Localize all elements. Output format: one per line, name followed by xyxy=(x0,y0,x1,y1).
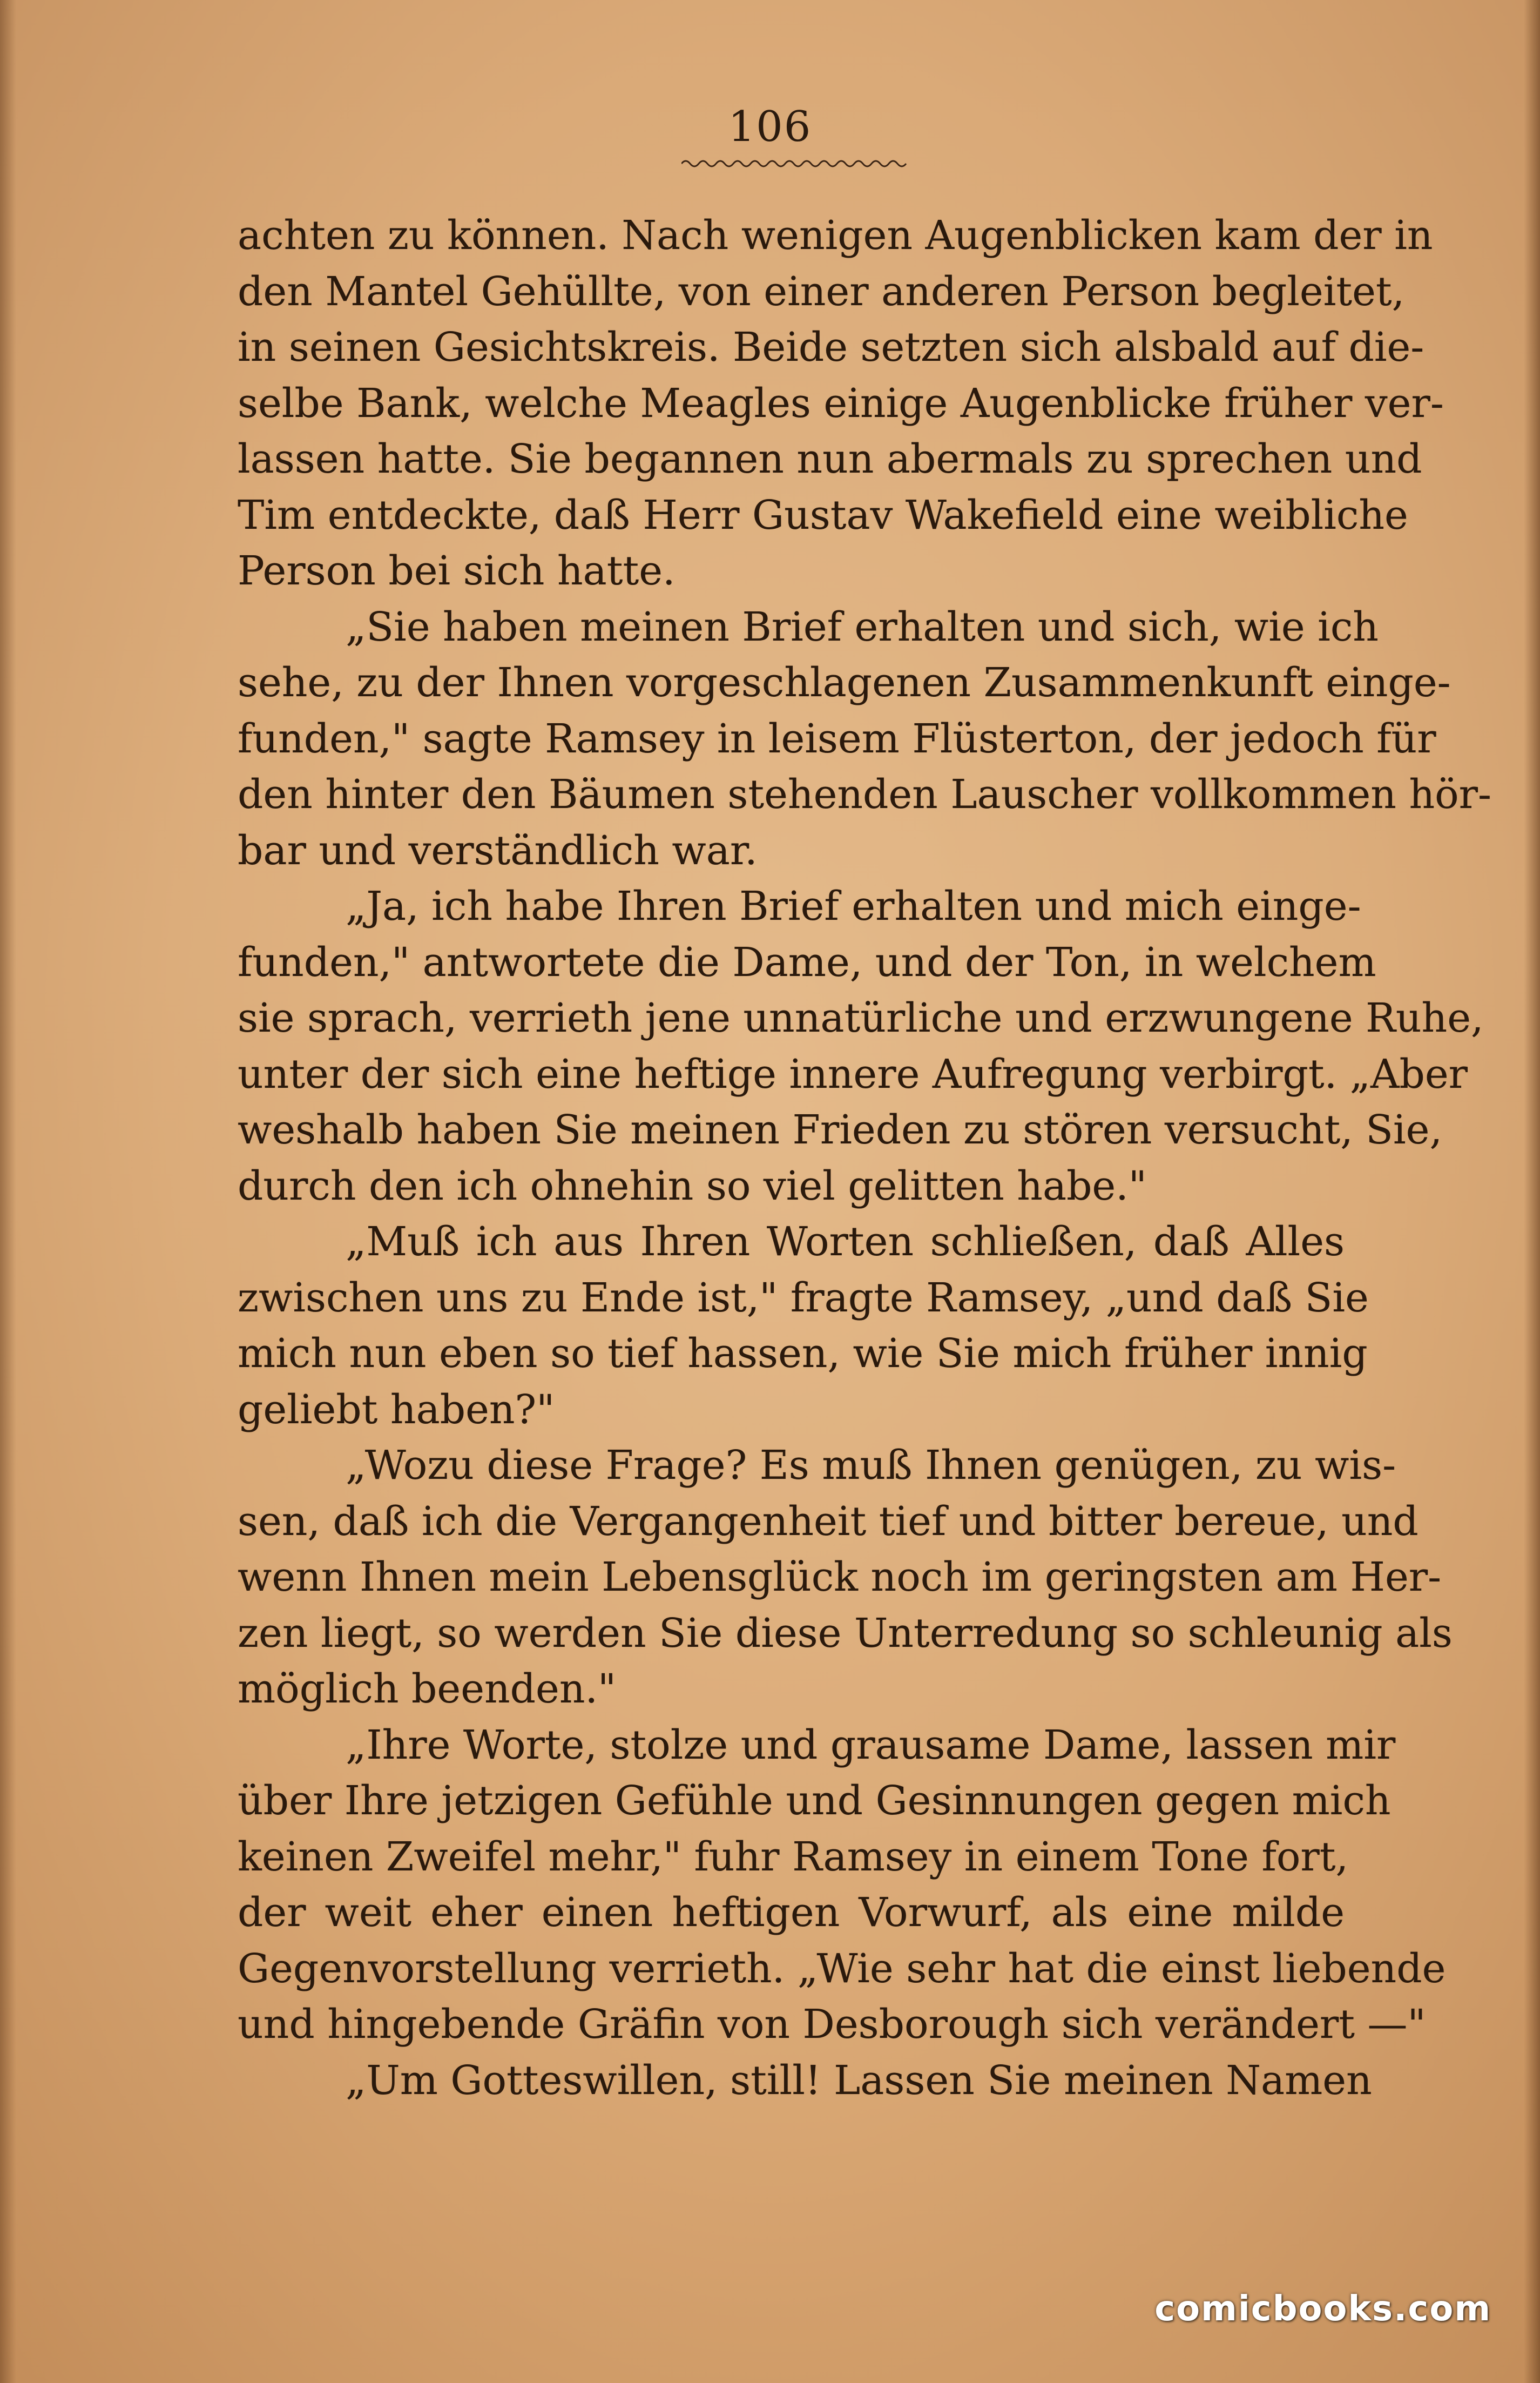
text-line: Tim entdeckte, daß Herr Gustav Wakefield eine weibliche xyxy=(238,492,1408,538)
text-line: keinen Zweifel mehr," fuhr Ramsey in einem Tone fort, xyxy=(238,1833,1349,1880)
text-line: weshalb haben Sie meinen Frieden zu stören versucht, Sie, xyxy=(238,1107,1442,1153)
text-line: geliebt haben?" xyxy=(238,1386,555,1433)
text-line: mich nun eben so tief hassen, wie Sie mich früher innig xyxy=(238,1330,1368,1377)
text-line: zwischen uns zu Ende ist," fragte Ramsey, „und daß Sie xyxy=(238,1274,1369,1321)
text-line: in seinen Gesichtskreis. Beide setzten sich alsbald auf die- xyxy=(238,324,1424,371)
page-number: 106 xyxy=(728,103,812,151)
ornament-divider xyxy=(681,156,908,172)
text-line: „Wozu diese Frage? Es muß Ihnen genügen, zu wis- xyxy=(346,1442,1396,1489)
text-line: achten zu können. Nach wenigen Augenblicken kam der in xyxy=(238,212,1433,259)
text-line: Gegenvorstellung verrieth. „Wie sehr hat die einst liebende xyxy=(238,1945,1446,1992)
text-line: bar und verständlich war. xyxy=(238,827,758,874)
text-line: lassen hatte. Sie begannen nun abermals zu sprechen und xyxy=(238,436,1422,482)
text-line: und hingebende Gräfin von Desborough sich verändert —" xyxy=(238,2001,1426,2048)
text-line: zen liegt, so werden Sie diese Unterredung so schleunig als xyxy=(238,1610,1453,1657)
text-line: funden," antwortete die Dame, und der Ton, in welchem xyxy=(238,939,1376,986)
text-line: möglich beenden." xyxy=(238,1666,617,1712)
text-line: wenn Ihnen mein Lebensglück noch im geringsten am Her- xyxy=(238,1554,1442,1600)
text-line: Person bei sich hatte. xyxy=(238,548,676,594)
watermark: comicbooks.com xyxy=(1154,2289,1491,2329)
text-line: „Um Gotteswillen, still! Lassen Sie meinen Namen xyxy=(346,2057,1372,2104)
text-line: „Ihre Worte, stolze und grausame Dame, lassen mir xyxy=(346,1721,1396,1768)
text-line: der weit eher einen heftigen Vorwurf, als eine milde xyxy=(238,1889,1345,1936)
text-line: durch den ich ohnehin so viel gelitten habe." xyxy=(238,1162,1147,1209)
body-text xyxy=(238,208,1492,2109)
text-line: „Ja, ich habe Ihren Brief erhalten und mich einge- xyxy=(346,883,1361,930)
text-line: den Mantel Gehüllte, von einer anderen Person begleitet, xyxy=(238,268,1405,315)
page-edge-right xyxy=(1524,0,1540,2383)
text-line: sehe, zu der Ihnen vorgeschlagenen Zusammenkunft einge- xyxy=(238,659,1451,706)
text-line: unter der sich eine heftige innere Aufregung verbirgt. „Aber xyxy=(238,1051,1468,1098)
text-line: sen, daß ich die Vergangenheit tief und bitter bereue, und xyxy=(238,1498,1419,1545)
page-edge-left xyxy=(0,0,16,2383)
text-line: funden," sagte Ramsey in leisem Flüsterton, der jedoch für xyxy=(238,715,1436,762)
text-line: über Ihre jetzigen Gefühle und Gesinnungen gegen mich xyxy=(238,1778,1391,1824)
text-line: „Sie haben meinen Brief erhalten und sich, wie ich xyxy=(346,603,1379,650)
text-line: sie sprach, verrieth jene unnatürliche und erzwungene Ruhe, xyxy=(238,995,1484,1041)
text-line: selbe Bank, welche Meagles einige Augenblicke früher ver- xyxy=(238,380,1444,427)
text-line: den hinter den Bäumen stehenden Lauscher vollkommen hör- xyxy=(238,771,1492,818)
text-line: „Muß ich aus Ihren Worten schließen, daß Alles xyxy=(346,1219,1345,1265)
